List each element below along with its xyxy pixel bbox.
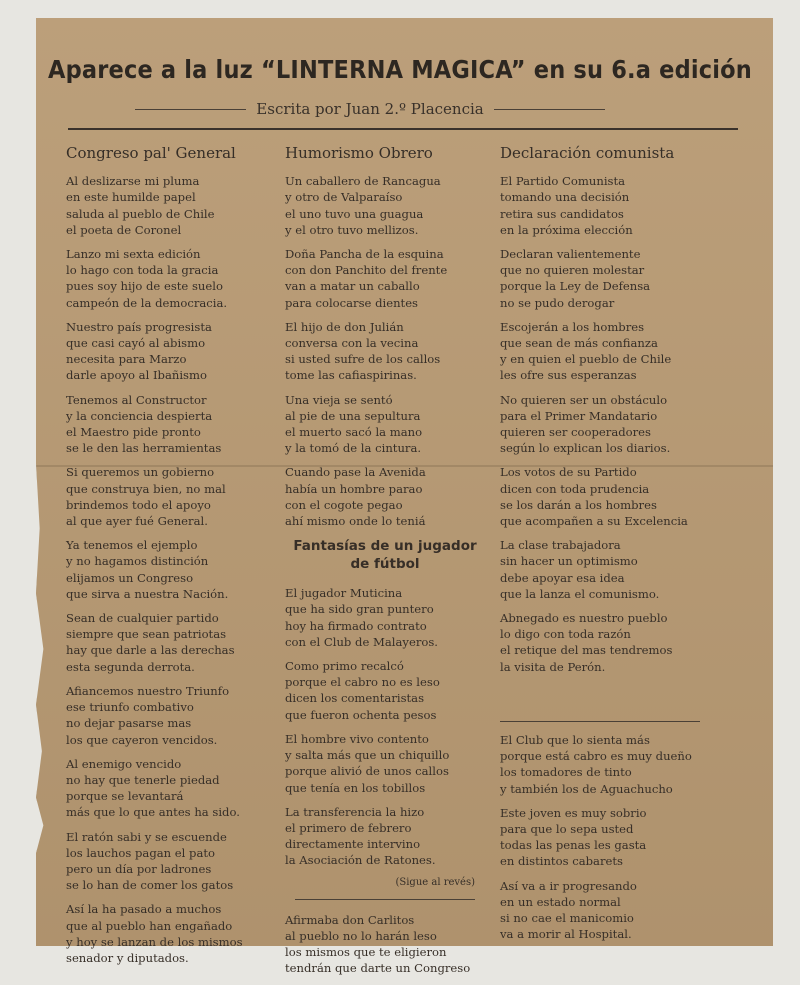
verse-line: El hijo de don Julián — [285, 319, 404, 334]
verse-line: al pueblo no lo harán leso — [285, 928, 437, 943]
verse-line: El hombre vivo contento — [285, 731, 429, 746]
verse-line: Al deslizarse mi pluma — [66, 174, 200, 189]
verse-line: Así va a ir progresando — [500, 878, 637, 893]
verse-line: al pie de una sepultura — [285, 408, 421, 423]
verse-line: Tenemos al Constructor — [66, 392, 207, 407]
verse-line: con don Panchito del frente — [285, 263, 448, 278]
verse-line: los mismos que te eligieron — [285, 945, 447, 960]
verse-line: si no cae el manicomio — [500, 910, 634, 925]
verse-line: hay que darle a las derechas — [66, 643, 235, 658]
verse-line: todas las penas les gasta — [500, 838, 647, 853]
column-congreso — [66, 145, 266, 974]
verse-line: y salta más que un chiquillo — [285, 748, 450, 763]
verse-line: retira sus candidatos — [500, 206, 624, 221]
verse-line: no hay que tenerle piedad — [66, 772, 220, 787]
verse-line: pero un día por ladrones — [66, 861, 212, 876]
verse-line: que ha sido gran puntero — [285, 602, 434, 617]
verse-line: y hoy se lanzan de los mismos — [66, 934, 243, 949]
verse-line: en la próxima elección — [500, 222, 633, 237]
byline-row — [135, 100, 605, 118]
verse-line: Al enemigo vencido — [66, 756, 182, 771]
column-title: Declaración comunista — [500, 144, 675, 162]
byline: Escrita por Juan 2.º Placencia — [256, 100, 484, 118]
stanza — [285, 804, 485, 869]
poem-body-3 — [285, 912, 485, 977]
verse-line: el primero de febrero — [285, 820, 412, 835]
verse-line: y la tomó de la cintura. — [285, 441, 422, 456]
verse-line: lo hago con toda la gracia — [66, 263, 219, 278]
verse-line: Así la ha pasado a muchos — [66, 902, 222, 917]
verse-line: hoy ha firmado contrato — [285, 618, 427, 633]
verse-line: y otro de Valparaíso — [285, 190, 403, 205]
verse-line: la visita de Perón. — [500, 659, 606, 674]
verse-line: El ratón sabi y se escuende — [66, 829, 227, 844]
verse-line: porque está cabro es muy dueño — [500, 749, 692, 764]
verse-line: Como primo recalcó — [285, 659, 404, 674]
stanza — [66, 537, 266, 602]
verse-line: para el Primer Mandatario — [500, 408, 658, 423]
verse-line: para colocarse dientes — [285, 295, 419, 310]
poem-body-2 — [285, 585, 485, 868]
verse-line: había un hombre parao — [285, 481, 423, 496]
verse-line: sin hacer un optimismo — [500, 554, 638, 569]
stanza — [500, 392, 720, 457]
verse-line: el poeta de Coronel — [66, 222, 182, 237]
verse-line: Una vieja se sentó — [285, 392, 393, 407]
section-divider — [500, 721, 700, 722]
verse-line: directamente intervino — [285, 837, 421, 852]
verse-line: siempre que sean patriotas — [66, 627, 227, 642]
verse-line: Si queremos un gobierno — [66, 465, 215, 480]
verse-line: más que lo que antes ha sido. — [66, 805, 240, 820]
verse-line: Declaran valientemente — [500, 247, 641, 262]
verse-line: tendrán que darte un Congreso — [285, 961, 471, 976]
stanza — [66, 756, 266, 821]
verse-line: al que ayer fué General. — [66, 514, 208, 529]
stanza — [500, 610, 720, 675]
verse-line: el muerto sacó la mano — [285, 425, 423, 440]
verse-line: los tomadores de tinto — [500, 765, 632, 780]
verse-line: para que lo sepa usted — [500, 821, 634, 836]
verse-line: que tenía en los tobillos — [285, 780, 426, 795]
byline-rule-left — [135, 109, 246, 110]
poem-body — [285, 173, 485, 529]
verse-line: No quieren ser un obstáculo — [500, 392, 668, 407]
verse-line: porque el cabro no es leso — [285, 675, 440, 690]
verse-line: la Asociación de Ratones. — [285, 853, 436, 868]
stanza — [66, 829, 266, 894]
stanza — [66, 319, 266, 384]
verse-line: Afirmaba don Carlitos — [285, 912, 415, 927]
stanza — [66, 464, 266, 529]
verse-line: no se pudo derogar — [500, 295, 615, 310]
verse-line: Escojerán a los hombres — [500, 319, 645, 334]
verse-line: el retique del mas tendremos — [500, 643, 673, 658]
verse-line: que la lanza el comunismo. — [500, 586, 660, 601]
stanza — [500, 805, 720, 870]
verse-line: Lanzo mi sexta edición — [66, 247, 201, 262]
column-declaracion — [500, 145, 720, 950]
verse-line: no dejar pasarse mas — [66, 716, 192, 731]
verse-line: Ya tenemos el ejemplo — [66, 538, 198, 553]
verse-line: porque alivió de unos callos — [285, 764, 449, 779]
verse-line: tomando una decisión — [500, 190, 630, 205]
verse-line: porque se levantará — [66, 789, 184, 804]
verse-line: con el Club de Malayeros. — [285, 634, 438, 649]
verse-line: campeón de la democracia. — [66, 295, 228, 310]
verse-line: Sean de cualquier partido — [66, 611, 219, 626]
verse-line: Doña Pancha de la esquina — [285, 247, 444, 262]
stanza — [66, 683, 266, 748]
verse-line: ahí mismo onde lo teniá — [285, 514, 426, 529]
verse-line: elijamos un Congreso — [66, 570, 194, 585]
verse-line: según lo explican los diarios. — [500, 441, 671, 456]
verse-line: ese triunfo combativo — [66, 700, 194, 715]
poem-body — [66, 173, 266, 966]
stanza — [500, 732, 720, 797]
verse-line: los lauchos pagan el pato — [66, 845, 216, 860]
stanza — [285, 464, 485, 529]
stanza — [285, 585, 485, 650]
flyer-title: Aparece a la luz “LINTERNA MAGICA” en su 6.a edición — [47, 55, 752, 84]
verse-line: Cuando pase la Avenida — [285, 465, 426, 480]
column-title: Humorismo Obrero — [285, 144, 433, 162]
verse-line: lo digo con toda razón — [500, 627, 631, 642]
verse-line: Afiancemos nuestro Triunfo — [66, 683, 230, 698]
byline-rule-right — [494, 109, 605, 110]
verse-line: El Club que lo sienta más — [500, 732, 650, 747]
verse-line: debe apoyar esa idea — [500, 570, 625, 585]
column-humorismo — [285, 145, 485, 985]
verse-line: Un caballero de Rancagua — [285, 174, 441, 189]
verse-line: se le den las herramientas — [66, 441, 222, 456]
stanza — [285, 319, 485, 384]
verse-line: los que cayeron vencidos. — [66, 732, 218, 747]
verse-line: que no quieren molestar — [500, 263, 645, 278]
verse-line: dicen los comentaristas — [285, 691, 425, 706]
subsection-title: Fantasías de un jugador de fútbol — [293, 538, 477, 573]
verse-line: porque la Ley de Defensa — [500, 279, 651, 294]
poem-body-2 — [500, 732, 720, 942]
verse-line: Los votos de su Partido — [500, 465, 637, 480]
verse-line: que al pueblo han engañado — [66, 918, 233, 933]
stanza — [285, 731, 485, 796]
verse-line: el uno tuvo una guagua — [285, 206, 424, 221]
stanza — [500, 878, 720, 943]
verse-line: dicen con toda prudencia — [500, 481, 650, 496]
verse-line: que construya bien, no mal — [66, 481, 226, 496]
verse-line: se lo han de comer los gatos — [66, 878, 234, 893]
header-divider — [68, 128, 738, 130]
stanza — [285, 912, 485, 977]
verse-line: y en quien el pueblo de Chile — [500, 352, 672, 367]
stanza — [66, 610, 266, 675]
verse-line: que acompañen a su Excelencia — [500, 514, 688, 529]
stanza — [500, 319, 720, 384]
verse-line: que sean de más confianza — [500, 336, 658, 351]
verse-line: darle apoyo al Ibañismo — [66, 368, 207, 383]
stanza — [500, 246, 720, 311]
verse-line: y la conciencia despierta — [66, 408, 213, 423]
verse-line: en este humilde papel — [66, 190, 196, 205]
section-divider — [295, 899, 475, 900]
verse-line: senador y diputados. — [66, 950, 189, 965]
stanza — [66, 392, 266, 457]
verse-line: Este joven es muy sobrio — [500, 805, 647, 820]
stanza — [66, 173, 266, 238]
verse-line: Nuestro país progresista — [66, 319, 212, 334]
verse-line: esta segunda derrota. — [66, 659, 195, 674]
stanza — [66, 246, 266, 311]
verse-line: que casi cayó al abismo — [66, 336, 206, 351]
verse-line: conversa con la vecina — [285, 336, 419, 351]
verse-line: El jugador Muticina — [285, 586, 403, 601]
verse-line: El Partido Comunista — [500, 174, 626, 189]
stanza — [285, 173, 485, 238]
stanza — [285, 246, 485, 311]
verse-line: se los darán a los hombres — [500, 497, 657, 512]
stanza — [500, 464, 720, 529]
column-title: Congreso pal' General — [66, 144, 236, 162]
verse-line: que fueron ochenta pesos — [285, 707, 437, 722]
verse-line: van a matar un caballo — [285, 279, 420, 294]
verse-line: el Maestro pide pronto — [66, 425, 201, 440]
stanza — [285, 392, 485, 457]
verse-line: que sirva a nuestra Nación. — [66, 586, 229, 601]
verse-line: tome las cafiaspirinas. — [285, 368, 417, 383]
verse-line: pues soy hijo de este suelo — [66, 279, 223, 294]
verse-line: en un estado normal — [500, 894, 621, 909]
verse-line: Abnegado es nuestro pueblo — [500, 611, 668, 626]
verse-line: brindemos todo el apoyo — [66, 497, 211, 512]
verse-line: La transferencia la hizo — [285, 804, 425, 819]
verse-line: y también los de Aguachucho — [500, 781, 673, 796]
verse-line: quieren ser cooperadores — [500, 425, 651, 440]
verse-line: en distintos cabarets — [500, 854, 623, 869]
verse-line: y el otro tuvo mellizos. — [285, 222, 419, 237]
poem-body — [500, 173, 720, 675]
stanza — [500, 537, 720, 602]
verse-line: les ofre sus esperanzas — [500, 368, 637, 383]
continue-note: (Sigue al revés) — [395, 876, 475, 888]
verse-line: La clase trabajadora — [500, 538, 621, 553]
verse-line: saluda al pueblo de Chile — [66, 206, 215, 221]
stanza — [66, 901, 266, 966]
verse-line: con el cogote pegao — [285, 497, 403, 512]
stanza — [500, 173, 720, 238]
verse-line: si usted sufre de los callos — [285, 352, 441, 367]
stanza — [285, 658, 485, 723]
verse-line: y no hagamos distinción — [66, 554, 209, 569]
verse-line: necesita para Marzo — [66, 352, 187, 367]
verse-line: va a morir al Hospital. — [500, 927, 632, 942]
